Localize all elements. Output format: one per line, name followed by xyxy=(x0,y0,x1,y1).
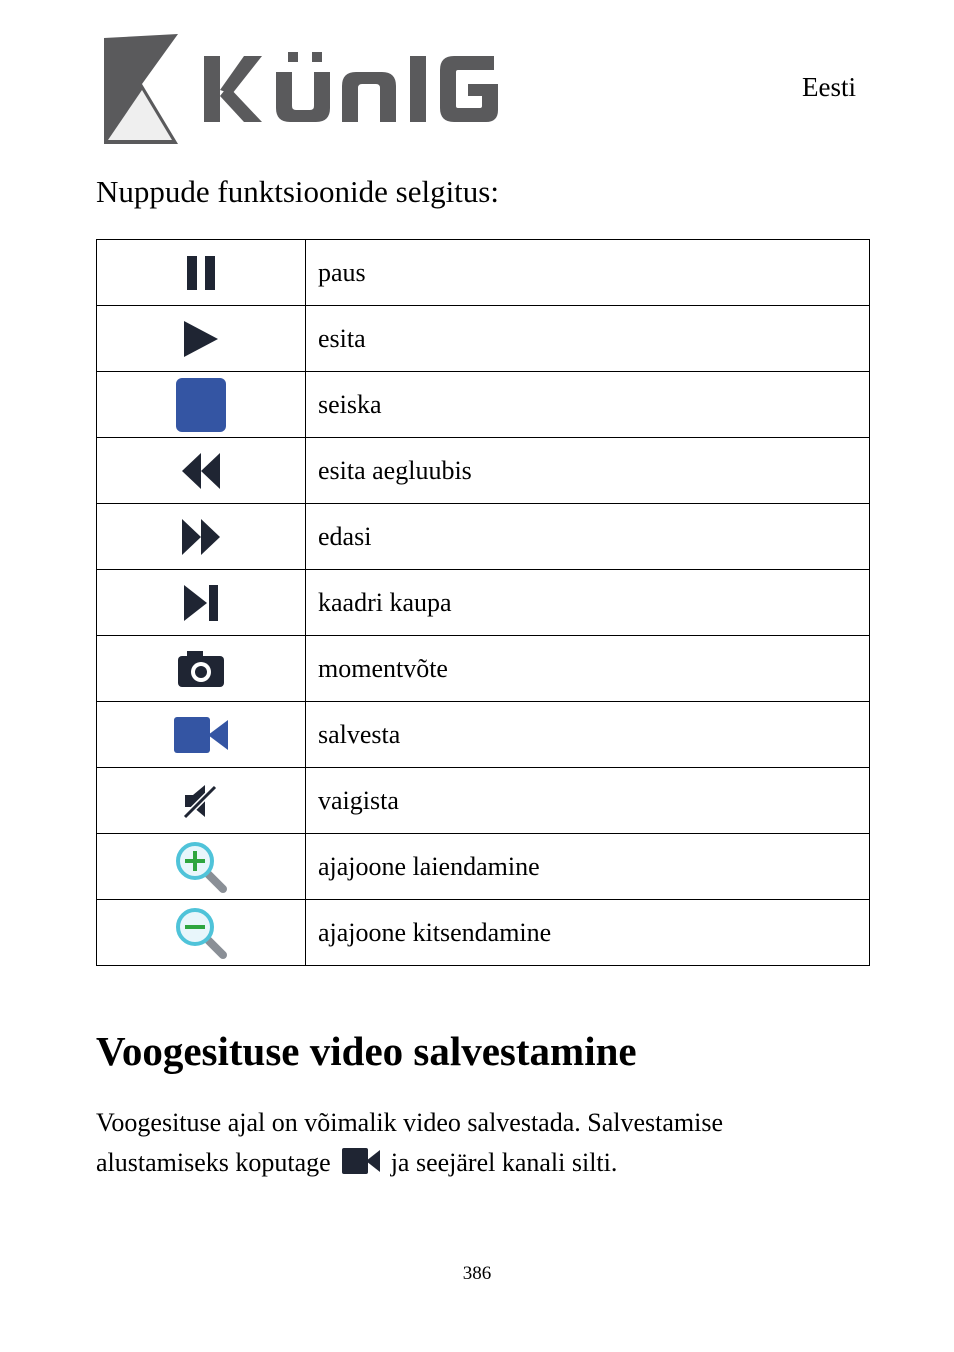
button-label: esita xyxy=(306,306,870,372)
page-number: 386 xyxy=(462,1263,492,1284)
table-row xyxy=(97,372,870,438)
language-label: Eesti xyxy=(802,72,856,102)
zoom-in-icon xyxy=(168,834,234,899)
stop-icon xyxy=(168,372,234,437)
intro-heading: Nuppude funktsioonide selgitus: xyxy=(96,174,499,209)
pause-icon xyxy=(168,240,234,305)
table-row xyxy=(97,834,870,900)
button-label: esita aegluubis xyxy=(306,438,870,504)
button-label: kaadri kaupa xyxy=(306,570,870,636)
button-label: edasi xyxy=(306,504,870,570)
section-paragraph xyxy=(96,1103,876,1187)
camera-icon xyxy=(168,636,234,701)
slow-play-icon xyxy=(168,438,234,503)
table-row xyxy=(97,306,870,372)
button-label: vaigista xyxy=(306,768,870,834)
video-camera-icon xyxy=(168,702,234,767)
table-row xyxy=(97,768,870,834)
table-row xyxy=(97,900,870,966)
button-label: paus xyxy=(306,240,870,306)
table-row xyxy=(97,504,870,570)
video-camera-icon xyxy=(341,1147,381,1187)
paragraph-line1: Voogesituse ajal on võimalik video salvestada. Salvestamise xyxy=(96,1108,724,1137)
frame-step-icon xyxy=(168,570,234,635)
button-label: momentvõte xyxy=(306,636,870,702)
button-label: ajajoone laiendamine xyxy=(306,834,870,900)
button-legend-table xyxy=(96,239,870,966)
fast-forward-icon xyxy=(168,504,234,569)
mute-icon xyxy=(168,768,234,833)
button-label: ajajoone kitsendamine xyxy=(306,900,870,966)
table-row xyxy=(97,240,870,306)
section-heading: Voogesituse video salvestamine xyxy=(96,1028,637,1074)
button-label: seiska xyxy=(306,372,870,438)
button-label: salvesta xyxy=(306,702,870,768)
konig-logo xyxy=(98,32,518,146)
paragraph-text-before-icon: alustamiseks koputage xyxy=(96,1148,331,1177)
table-row xyxy=(97,570,870,636)
table-row xyxy=(97,636,870,702)
zoom-out-icon xyxy=(168,900,234,965)
table-row xyxy=(97,702,870,768)
table-row xyxy=(97,438,870,504)
paragraph-text-after-icon: ja seejärel kanali silti. xyxy=(390,1148,618,1177)
play-icon xyxy=(168,306,234,371)
